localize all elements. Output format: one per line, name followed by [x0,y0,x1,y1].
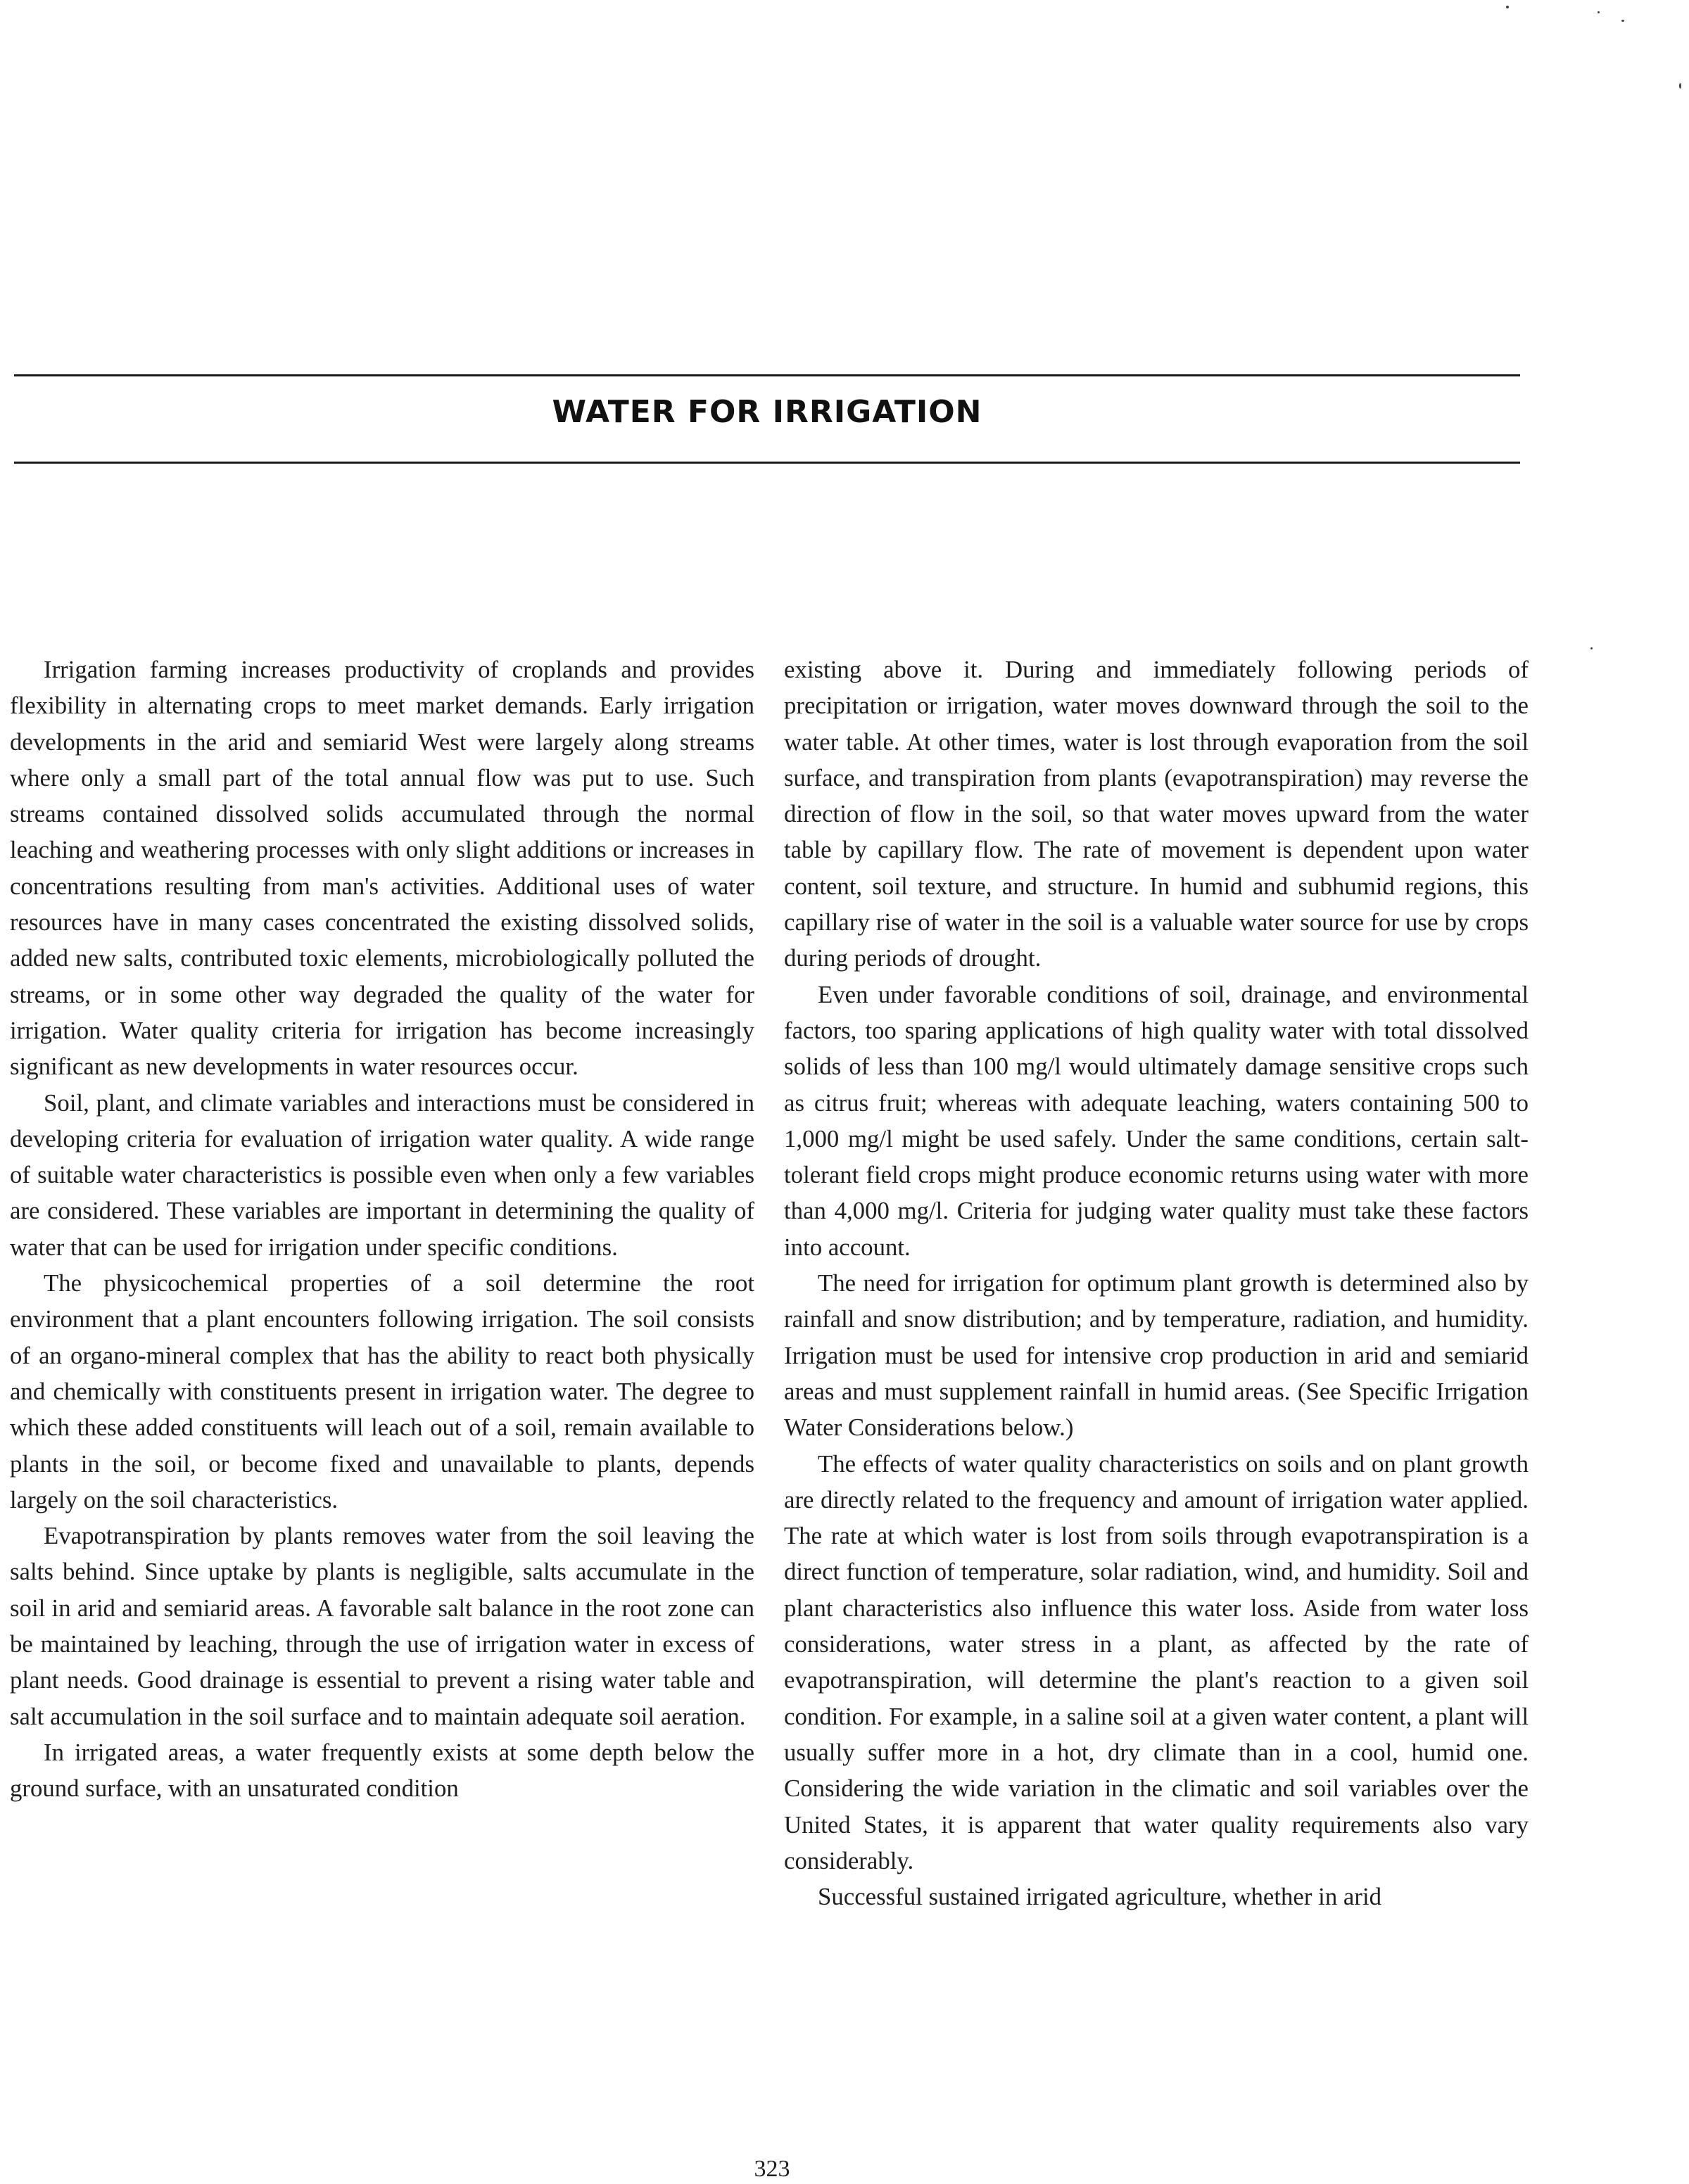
left-text-column [10,652,754,1807]
paragraph-continuation: existing above it. During and immediately following periods of precipitation or irrigation, water moves downward through the soil to the water table. At other times, water is lost through evaporation from the soil surface, and transpiration from plants (evapotranspiration) may reverse the direction of flow in the soil, so that water moves upward from the water table by capillary flow. The rate of movement is dependent upon water content, soil texture, and structure. In humid and subhumid regions, this capillary rise of water in the soil is a valuable water source for use by crops during periods of drought. [784,656,1529,972]
paragraph: Irrigation farming increases productivity of croplands and provides flexibility in alternating crops to meet market demands. Early irrigation developments in the arid and semiarid West were largely along streams where only a small part of the total annual flow was put to use. Such streams contained dissolved solids accumulated through the normal leaching and weathering processes with only slight additions or increases in concentrations resulting from man's activities. Additional uses of water resources have in many cases concentrated the existing dissolved solids, added new salts, contributed toxic elements, microbiologically polluted the streams, or in some other way degraded the quality of the water for irrigation. Water quality criteria for irrigation has become increasingly significant as new developments in water resources occur. [10,656,754,1081]
header-top-rule [14,374,1520,376]
scan-speck [1679,83,1681,89]
header-bottom-rule [14,462,1520,464]
scan-speck [1590,647,1593,649]
right-text-column [784,652,1529,1915]
paragraph: The physicochemical properties of a soil determine the root environment that a plant encounters following irrigation. The soil consists of an organo-mineral complex that has the ability to react both physically and chemically with constituents present in irrigation water. The degree to which these added constituents will leach out of a soil, remain available to plants in the soil, or become fixed and unavailable to plants, depends largely on the soil characteristics. [10,1269,754,1513]
paragraph: The need for irrigation for optimum plant growth is determined also by rainfall and snow distribution; and by temperature, radiation, and humidity. Irrigation must be used for intensive crop production in arid and semiarid areas and must supplement rainfall in humid areas. (See Specific Irrigation Water Considerations below.) [784,1269,1529,1442]
section-title: WATER FOR IRRIGATION [552,394,982,430]
paragraph: Even under favorable conditions of soil, drainage, and environmental factors, too sparing applications of high quality water with total dissolved solids of less than 100 mg/l would ultimately damage sensitive crops such as citrus fruit; whereas with adequate leaching, waters containing 500 to 1,000 mg/l might be used safely. Under the same conditions, certain salt-tolerant field crops might produce economic returns using water with more than 4,000 mg/l. Criteria for judging water quality must take these factors into account. [784,980,1529,1261]
paragraph: Successful sustained irrigated agriculture, whether in arid [818,1883,1382,1911]
scan-speck [1506,6,1509,8]
paragraph: Evapotranspiration by plants removes water from the soil leaving the salts behind. Since uptake by plants is negligible, salts accumulate in the soil in arid and semiarid areas. A favorable salt balance in the root zone can be maintained by leaching, through the use of irrigation water in excess of plant needs. Good drainage is essential to prevent a rising water table and salt accumulation in the soil surface and to maintain adequate soil aeration. [10,1522,754,1730]
scan-speck [1598,11,1600,13]
scan-speck [1621,20,1624,22]
paragraph: In irrigated areas, a water frequently exists at some depth below the ground surface, with an unsaturated condition [10,1738,754,1803]
paragraph: Soil, plant, and climate variables and interactions must be considered in developing criteria for evaluation of irrigation water quality. A wide range of suitable water characteristics is possible even when only a few variables are considered. These variables are important in determining the quality of water that can be used for irrigation under specific conditions. [10,1088,754,1261]
page-number: 323 [754,2156,790,2182]
paragraph: The effects of water quality characteristics on soils and on plant growth are directly related to the frequency and amount of irrigation water applied. The rate at which water is lost from soils through evapotranspiration is a direct function of temperature, solar radiation, wind, and humidity. Soil and plant characteristics also influence this water loss. Aside from water loss considerations, water stress in a plant, as affected by the rate of evapotranspiration, will determine the plant's reaction to a given soil condition. For example, in a saline soil at a given water content, a plant will usually suffer more in a hot, dry climate than in a cool, humid one. Considering the wide variation in the climatic and soil variables over the United States, it is apparent that water quality requirements also vary considerably. [784,1449,1529,1874]
